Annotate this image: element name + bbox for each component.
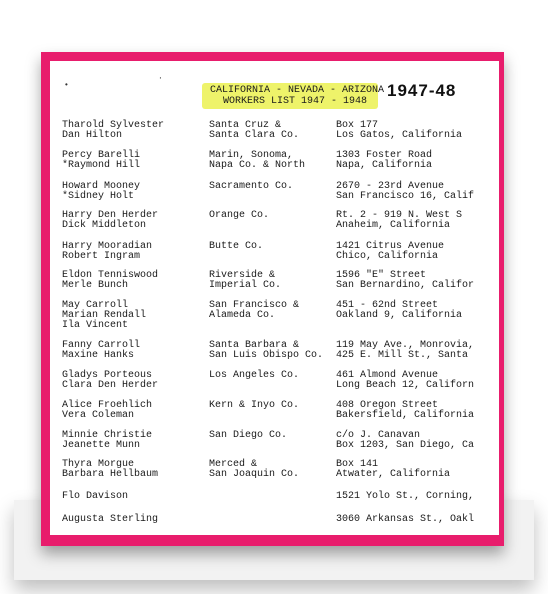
worker-names bbox=[62, 371, 158, 391]
county-coverage bbox=[209, 431, 287, 441]
worker-names-line: Percy Barelli bbox=[62, 150, 141, 161]
worker-names-line: *Raymond Hill bbox=[62, 160, 141, 171]
county-coverage-line: Santa Cruz & bbox=[209, 120, 282, 131]
county-coverage-line: Santa Clara Co. bbox=[209, 130, 300, 141]
speck-mark: • bbox=[64, 81, 69, 90]
county-coverage-line: Napa Co. & North bbox=[209, 160, 306, 171]
mailing-address bbox=[336, 401, 474, 421]
worker-names bbox=[62, 515, 158, 525]
mailing-address bbox=[336, 492, 474, 502]
worker-names bbox=[62, 492, 128, 502]
mailing-address bbox=[336, 301, 462, 321]
mailing-address-line: Anaheim, California bbox=[336, 220, 451, 231]
county-coverage bbox=[209, 182, 293, 192]
mailing-address-line: Box 177 bbox=[336, 120, 379, 131]
worker-names bbox=[62, 271, 158, 291]
mailing-address-line: Chico, California bbox=[336, 251, 439, 262]
mailing-address-line: Rt. 2 - 919 N. West S bbox=[336, 210, 463, 221]
worker-names-line: Eldon Tenniswood bbox=[62, 270, 159, 281]
mailing-address-line: 461 Almond Avenue bbox=[336, 370, 439, 381]
county-coverage-line: San Joaquin Co. bbox=[209, 469, 300, 480]
county-coverage-line: Santa Barbara & bbox=[209, 340, 300, 351]
mailing-address-line: 1596 "E" Street bbox=[336, 270, 427, 281]
county-coverage-line: Orange Co. bbox=[209, 210, 270, 221]
mailing-address-line: c/o J. Canavan bbox=[336, 430, 421, 441]
county-coverage bbox=[209, 341, 323, 361]
worker-names-line: *Sidney Holt bbox=[62, 191, 135, 202]
mailing-address-line: Oakland 9, California bbox=[336, 310, 463, 321]
worker-names bbox=[62, 301, 146, 331]
mailing-address-line: Napa, California bbox=[336, 160, 433, 171]
worker-names-line: Alice Froehlich bbox=[62, 400, 153, 411]
worker-names-line: Tharold Sylvester bbox=[62, 120, 165, 131]
mailing-address-line: San Francisco 16, Calif bbox=[336, 191, 475, 202]
mailing-address bbox=[336, 242, 444, 262]
county-coverage bbox=[209, 242, 263, 252]
worker-names-line: Maxine Hanks bbox=[62, 350, 135, 361]
worker-names-line: Thyra Morgue bbox=[62, 459, 135, 470]
mailing-address bbox=[336, 431, 474, 451]
worker-names-line: Harry Mooradian bbox=[62, 241, 153, 252]
worker-names-line: Gladys Porteous bbox=[62, 370, 153, 381]
mailing-address-line: 3060 Arkansas St., Oakl bbox=[336, 514, 475, 525]
mailing-address-line: San Bernardino, Califor bbox=[336, 280, 475, 291]
header-title: CALIFORNIA - NEVADA - ARIZONA bbox=[210, 85, 385, 96]
mailing-address bbox=[336, 515, 474, 525]
worker-names-line: Flo Davison bbox=[62, 491, 129, 502]
county-coverage bbox=[209, 401, 299, 411]
worker-names bbox=[62, 211, 158, 231]
mailing-address-line: 1521 Yolo St., Corning, bbox=[336, 491, 475, 502]
worker-names-line: Vera Coleman bbox=[62, 410, 135, 421]
county-coverage bbox=[209, 151, 305, 171]
county-coverage-line: Riverside & bbox=[209, 270, 276, 281]
county-coverage bbox=[209, 211, 269, 221]
mailing-address bbox=[336, 182, 474, 202]
county-coverage-line: Los Angeles Co. bbox=[209, 370, 300, 381]
county-coverage-line: Butte Co. bbox=[209, 241, 264, 252]
worker-names-line: Augusta Sterling bbox=[62, 514, 159, 525]
county-coverage bbox=[209, 121, 299, 141]
county-coverage bbox=[209, 460, 299, 480]
worker-names-line: Marian Rendall bbox=[62, 310, 147, 321]
county-coverage bbox=[209, 301, 299, 321]
county-coverage-line: Merced & bbox=[209, 459, 258, 470]
county-coverage-line: Alameda Co. bbox=[209, 310, 276, 321]
mailing-address-line: Long Beach 12, Californ bbox=[336, 380, 475, 391]
speck-mark: · bbox=[158, 74, 163, 83]
worker-names bbox=[62, 242, 152, 262]
worker-names bbox=[62, 460, 158, 480]
worker-names bbox=[62, 401, 152, 421]
county-coverage-line: Kern & Inyo Co. bbox=[209, 400, 300, 411]
worker-names bbox=[62, 182, 140, 202]
worker-names bbox=[62, 121, 164, 141]
worker-names-line: Barbara Hellbaum bbox=[62, 469, 159, 480]
worker-names-line: Fanny Carroll bbox=[62, 340, 141, 351]
mailing-address bbox=[336, 371, 474, 391]
header-year: 1947-48 bbox=[387, 81, 457, 100]
mailing-address-line: Bakersfield, California bbox=[336, 410, 475, 421]
mailing-address bbox=[336, 271, 474, 291]
worker-names-line: Howard Mooney bbox=[62, 181, 141, 192]
mailing-address-line: Box 1203, San Diego, Ca bbox=[336, 440, 475, 451]
mailing-address-line: Los Gatos, California bbox=[336, 130, 463, 141]
worker-names-line: Dick Middleton bbox=[62, 220, 147, 231]
mailing-address-line: Atwater, California bbox=[336, 469, 451, 480]
mailing-address-line: 1421 Citrus Avenue bbox=[336, 241, 445, 252]
mailing-address-line: 1303 Foster Road bbox=[336, 150, 433, 161]
mailing-address-line: 408 Oregon Street bbox=[336, 400, 439, 411]
mailing-address-line: Box 141 bbox=[336, 459, 379, 470]
mailing-address bbox=[336, 460, 450, 480]
worker-names bbox=[62, 151, 140, 171]
document-page bbox=[50, 61, 499, 535]
county-coverage bbox=[209, 371, 299, 381]
worker-names-line: Harry Den Herder bbox=[62, 210, 159, 221]
worker-names bbox=[62, 431, 152, 451]
mailing-address-line: 451 - 62nd Street bbox=[336, 300, 439, 311]
mailing-address-line: 2670 - 23rd Avenue bbox=[336, 181, 445, 192]
county-coverage-line: Marin, Sonoma, bbox=[209, 150, 294, 161]
worker-names-line: May Carroll bbox=[62, 300, 129, 311]
county-coverage-line: San Diego Co. bbox=[209, 430, 288, 441]
mailing-address bbox=[336, 211, 462, 231]
mailing-address bbox=[336, 341, 474, 361]
mailing-address-line: 119 May Ave., Monrovia, bbox=[336, 340, 475, 351]
county-coverage-line: Imperial Co. bbox=[209, 280, 282, 291]
worker-names-line: Ila Vincent bbox=[62, 320, 129, 331]
county-coverage-line: San Luis Obispo Co. bbox=[209, 350, 324, 361]
workers-list bbox=[50, 61, 499, 535]
county-coverage bbox=[209, 271, 281, 291]
worker-names-line: Minnie Christie bbox=[62, 430, 153, 441]
worker-names-line: Dan Hilton bbox=[62, 130, 123, 141]
county-coverage-line: San Francisco & bbox=[209, 300, 300, 311]
worker-names bbox=[62, 341, 140, 361]
worker-names-line: Merle Bunch bbox=[62, 280, 129, 291]
header-subtitle: WORKERS LIST 1947 - 1948 bbox=[223, 96, 368, 107]
county-coverage-line: Sacramento Co. bbox=[209, 181, 294, 192]
worker-names-line: Robert Ingram bbox=[62, 251, 141, 262]
worker-names-line: Jeanette Munn bbox=[62, 440, 141, 451]
worker-names-line: Clara Den Herder bbox=[62, 380, 159, 391]
mailing-address bbox=[336, 151, 432, 171]
mailing-address bbox=[336, 121, 462, 141]
mailing-address-line: 425 E. Mill St., Santa bbox=[336, 350, 469, 361]
